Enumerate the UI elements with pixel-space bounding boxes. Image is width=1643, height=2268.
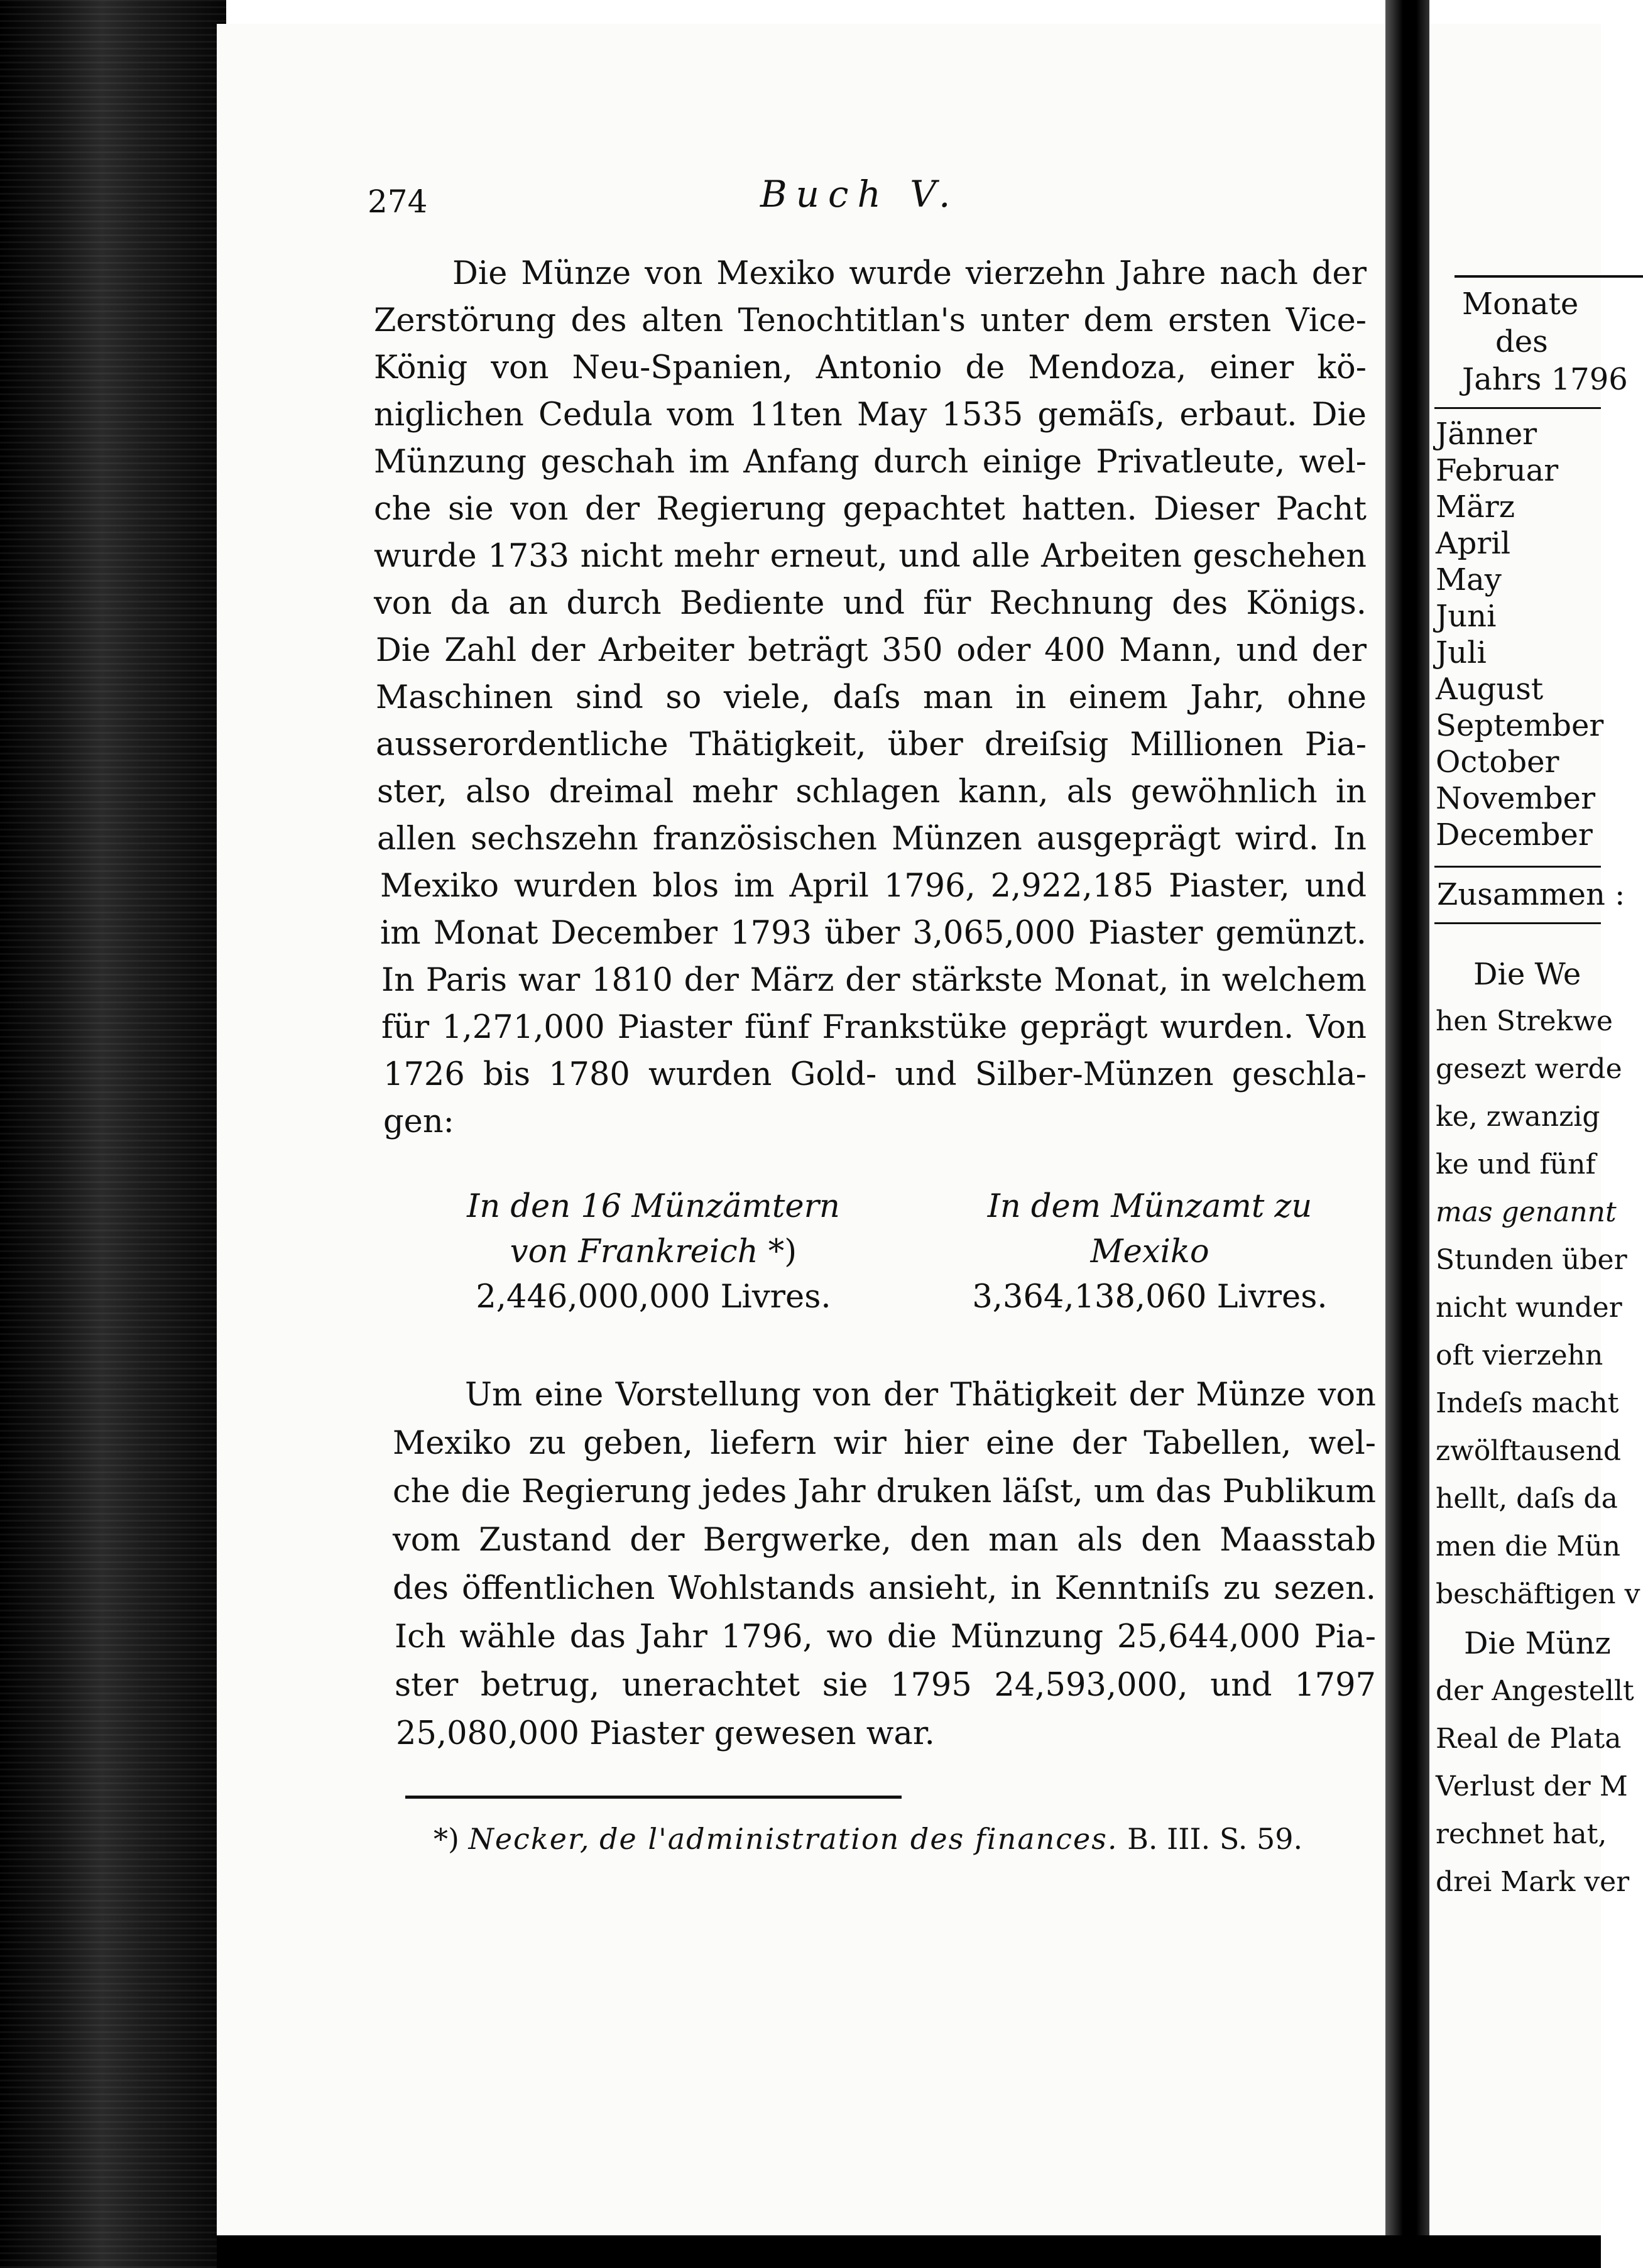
text-line: 1726 bis 1780 wurden Gold- und Silber-Münzen geschla- — [383, 1056, 1367, 1093]
footnote-mark: *) — [434, 1822, 459, 1856]
comparison-mexico-amount: 3,364,138,060 Livres. — [972, 1278, 1328, 1316]
text-line: Ich wähle das Jahr 1796, wo die Münzung 25,644,000 Pia- — [395, 1618, 1376, 1655]
month-item: August — [1436, 672, 1544, 707]
book-gutter — [1385, 0, 1429, 2268]
right-text-line: rechnet hat, — [1436, 1818, 1607, 1850]
right-book-page — [1429, 24, 1640, 2248]
text-line: Münzung geschah im Anfang durch einige Privatleute, wel- — [374, 444, 1367, 481]
footnote-author: Necker, — [468, 1822, 591, 1856]
text-line: Um eine Vorstellung von der Thätigkeit der Münze von — [465, 1377, 1376, 1414]
comparison-france-amount: 2,446,000,000 Livres. — [476, 1278, 831, 1316]
right-text-line: Stunden über — [1436, 1244, 1627, 1276]
month-item: April — [1436, 526, 1511, 561]
right-text-line: Real de Plata — [1436, 1723, 1622, 1755]
text-line: che sie von der Regierung gepachtet hatten. Dieser Pacht — [374, 491, 1367, 528]
footnote-title: de l'administration des finances. — [599, 1822, 1118, 1856]
text-line: Zerstörung des alten Tenochtitlan's unter dem ersten Vice- — [374, 302, 1367, 339]
running-head: Buch V. — [760, 173, 959, 215]
right-text-line: ke, zwanzig — [1436, 1101, 1600, 1133]
text-line: Die Münze von Mexiko wurde vierzehn Jahre nach der — [452, 255, 1367, 292]
right-text-line: Indeſs macht — [1436, 1387, 1619, 1419]
month-item: September — [1436, 708, 1604, 743]
footnote-reference: *) — [768, 1233, 797, 1270]
text-line: von da an durch Bediente und für Rechnung des Königs. — [374, 585, 1367, 622]
page-number: 274 — [368, 183, 428, 220]
footnote-reference-detail: B. III. S. 59. — [1127, 1822, 1303, 1856]
comparison-mexico-line1: In dem Münzamt zu — [987, 1188, 1313, 1225]
text-line: Maschinen sind so viele, daſs man in einem Jahr, ohne — [376, 679, 1367, 716]
text-line: che die Regierung jedes Jahr druken läſst, um das Publikum — [393, 1473, 1376, 1510]
comparison-mexico-line2: Mexiko — [1090, 1233, 1209, 1270]
month-table-total-rule — [1434, 866, 1601, 868]
right-text-line: hen Strekwe — [1436, 1005, 1613, 1037]
right-text-line: hellt, daſs da — [1436, 1483, 1618, 1515]
month-table-header-line1: Monate — [1462, 286, 1579, 322]
month-item: Juni — [1436, 599, 1497, 634]
text-line: niglichen Cedula vom 11ten May 1535 gemäſs, erbaut. Die — [374, 396, 1367, 433]
scanner-background-bottom — [217, 2235, 1601, 2268]
comparison-france-line1: In den 16 Münzämtern — [467, 1188, 840, 1225]
right-text-line: ke und fünf — [1436, 1148, 1596, 1180]
comparison-france-line2-wrap — [415, 1229, 892, 1275]
text-line: König von Neu-Spanien, Antonio de Mendoza, einer kö- — [374, 349, 1367, 386]
comparison-france — [415, 1184, 892, 1320]
text-line: wurde 1733 nicht mehr erneut, und alle Arbeiten geschehen — [374, 538, 1367, 575]
month-item: März — [1436, 489, 1515, 525]
text-line: ausserordentliche Thätigkeit, über dreiſsig Millionen Pia- — [376, 726, 1367, 763]
month-table-header-line3: Jahrs 1796 — [1462, 362, 1628, 397]
footnote — [434, 1822, 1302, 1856]
right-text-line: gesezt werde — [1436, 1053, 1622, 1085]
comparison-france-line2: von Frankreich — [510, 1233, 758, 1270]
month-item: December — [1436, 817, 1593, 853]
month-table-total-label: Zusammen : — [1437, 877, 1625, 912]
month-item: October — [1436, 744, 1559, 780]
footnote-separator — [405, 1796, 902, 1799]
month-item: Jänner — [1436, 417, 1537, 452]
month-table-header-rule — [1434, 407, 1601, 409]
right-text-line: beschäftigen v — [1436, 1578, 1640, 1610]
right-text-line: drei Mark ver — [1436, 1866, 1630, 1898]
right-text-line: nicht wunder — [1436, 1292, 1622, 1324]
right-text-line: Die We — [1473, 957, 1581, 992]
text-line: ster betrug, unerachtet sie 1795 24,593,000, und 1797 — [395, 1667, 1376, 1704]
right-text-line: oft vierzehn — [1436, 1339, 1603, 1371]
text-line: für 1,271,000 Piaster fünf Frankstüke geprägt wurden. Von — [381, 1009, 1367, 1046]
comparison-mexico — [930, 1184, 1370, 1320]
text-line: Mexiko wurden blos im April 1796, 2,922,185 Piaster, und — [380, 868, 1367, 905]
month-item: Februar — [1436, 453, 1559, 488]
month-table-header-line2: des — [1495, 324, 1548, 359]
right-text-line: zwölftausend — [1436, 1435, 1622, 1467]
text-line: allen sechszehn französischen Münzen ausgeprägt wird. In — [377, 821, 1367, 858]
month-item: May — [1436, 562, 1502, 597]
scanner-background-left — [0, 0, 226, 2268]
right-text-line: men die Mün — [1436, 1530, 1621, 1562]
month-item: Juli — [1436, 635, 1487, 670]
text-line: im Monat December 1793 über 3,065,000 Piaster gemünzt. — [380, 915, 1367, 952]
text-line: In Paris war 1810 der März der stärkste Monat, in welchem — [381, 962, 1367, 999]
right-text-line: mas genannt — [1436, 1196, 1617, 1228]
text-line: gen: — [383, 1103, 454, 1140]
text-line: Die Zahl der Arbeiter beträgt 350 oder 400 Mann, und der — [376, 632, 1367, 669]
right-text-line: Die Münz — [1464, 1626, 1611, 1661]
text-line: des öffentlichen Wohlstands ansieht, in Kenntniſs zu sezen. — [393, 1570, 1376, 1607]
month-table-bottom-rule — [1434, 922, 1601, 924]
right-text-line: Verlust der M — [1436, 1770, 1628, 1802]
text-line: 25,080,000 Piaster gewesen war. — [396, 1715, 935, 1752]
right-text-line: der Angestellt — [1436, 1675, 1634, 1707]
text-line: vom Zustand der Bergwerke, den man als den Maasstab — [393, 1522, 1376, 1559]
text-line: ster, also dreimal mehr schlagen kann, als gewöhnlich in — [377, 773, 1367, 810]
text-line: Mexiko zu geben, liefern wir hier eine der Tabellen, wel- — [393, 1425, 1376, 1462]
month-item: November — [1436, 781, 1596, 816]
